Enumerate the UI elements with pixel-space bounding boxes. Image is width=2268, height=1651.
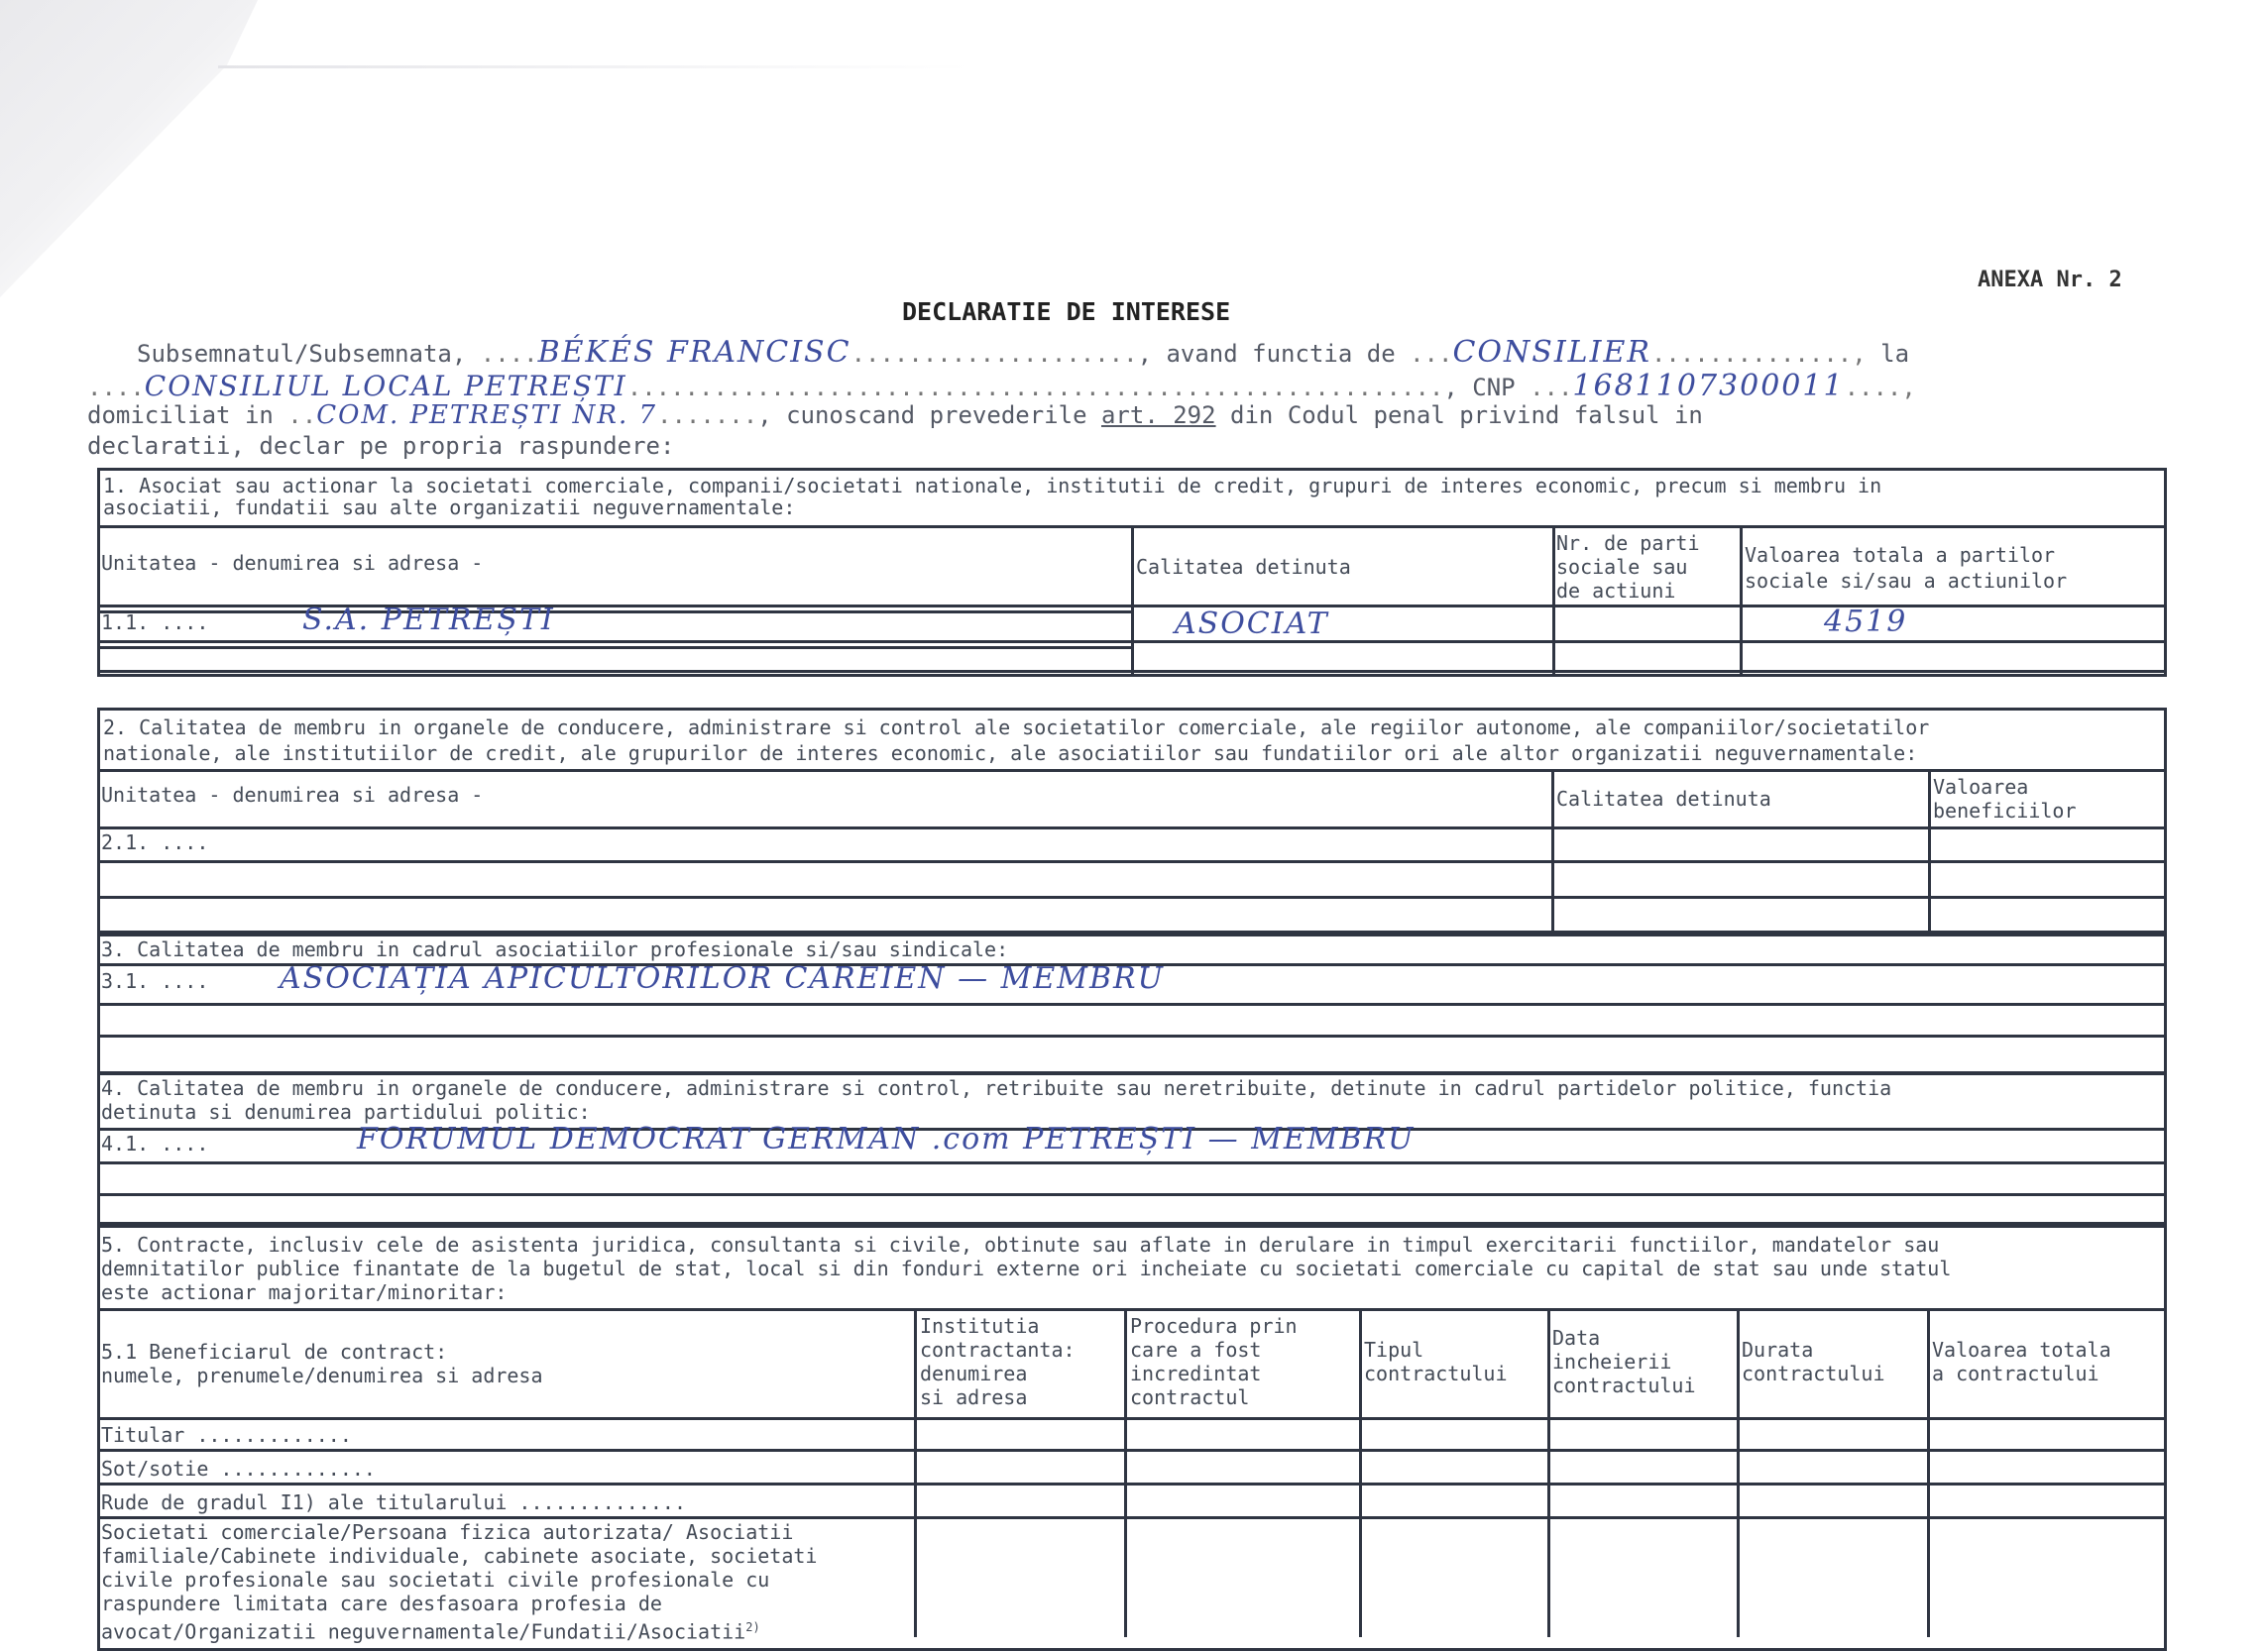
section2-col-role: Calitatea detinuta bbox=[1556, 787, 1771, 811]
section1-col-shares-2: sociale sau bbox=[1556, 555, 1688, 579]
section1-col-value-2: sociale si/sau a actiunilor bbox=[1745, 569, 2068, 593]
section5-row-companies-2: familiale/Cabinete individuale, cabinete asociate, societati bbox=[101, 1544, 818, 1568]
section5-row-companies-4: raspundere limitata care desfasoara profesia de bbox=[101, 1592, 662, 1615]
section1-heading: 1. Asociat sau actionar la societati comerciale, companii/societati nationale, institutii de credit, grupuri de interes economic, precum si membru in bbox=[103, 474, 1882, 497]
section5-heading-cont: demnitatilor publice finantate de la bugetul de stat, local si din fonduri externe ori incheiate cu societati comerciale cu capital de stat sau unde statul bbox=[101, 1257, 1952, 1280]
section5-col-institution-3: denumirea bbox=[920, 1362, 1028, 1385]
section5-heading: 5. Contracte, inclusiv cele de asistenta juridica, consultanta si civile, obtinute sau aflate in derulare in timpul exercitarii functiilor, mandatelor sau bbox=[101, 1233, 1940, 1257]
section5-col-date: Data bbox=[1552, 1326, 1601, 1350]
section1-heading-cont: asociatii, fundatii sau alte organizatii neguvernamentale: bbox=[103, 495, 796, 519]
section5-col-duration: Durata bbox=[1742, 1338, 1814, 1362]
la-label: la bbox=[1880, 340, 1910, 368]
section1-col-shares: Nr. de parti bbox=[1556, 531, 1700, 555]
section4-heading: 4. Calitatea de membru in organele de conducere, administrare si control, retribuite sau neretribuite, detinute in cadrul partidelor politice, functia bbox=[101, 1076, 1892, 1100]
section2-heading-cont: nationale, ale institutiilor de credit, ale grupurilor de interes economic, ale asociatiilor sau fundatiilor ori ale altor organizatii neguvernamentale: bbox=[103, 741, 1918, 765]
function-label: , avand functia de bbox=[1137, 340, 1396, 368]
section5-col-value: Valoarea totala bbox=[1932, 1338, 2111, 1362]
section2-col-unit: Unitatea - denumirea si adresa - bbox=[101, 783, 484, 807]
cnp-label: , CNP bbox=[1443, 374, 1516, 401]
section5-col-type: Tipul bbox=[1364, 1338, 1424, 1362]
section2-heading: 2. Calitatea de membru in organele de conducere, administrare si control ale societatilor comerciale, ale regiilor autonome, ale companiilor/societatilor bbox=[103, 715, 1930, 739]
section4-row-value: FORUMUL DEMOCRAT GERMAN .com PETREȘTI — MEMBRU bbox=[357, 1122, 1416, 1156]
section1-col-shares-3: de actiuni bbox=[1556, 579, 1676, 603]
section5-col-date-3: contractului bbox=[1552, 1374, 1696, 1397]
section1-row-value: 4519 bbox=[1824, 605, 1908, 639]
section5-heading-cont-2: este actionar majoritar/minoritar: bbox=[101, 1280, 508, 1304]
function-value: CONSILIER bbox=[1452, 335, 1651, 370]
section5-col-institution: Institutia bbox=[920, 1314, 1040, 1338]
article-reference: art. 292 bbox=[1100, 401, 1216, 429]
section1-col-value: Valoarea totala a partilor bbox=[1745, 543, 2056, 567]
section5-col-duration-2: contractului bbox=[1742, 1362, 1885, 1385]
section1-col-role: Calitatea detinuta bbox=[1136, 555, 1351, 579]
section1-row-unit: S.A. PETREȘTI bbox=[302, 603, 555, 637]
section5-col-type-2: contractului bbox=[1364, 1362, 1508, 1385]
domicile-line: domiciliat in ..COM. PETREȘTI NR. 7......., cunoscand prevederile art. 292 din Codul penal privind falsul in bbox=[87, 400, 1703, 430]
section5-row-companies-3: civile profesionale sau societati civile profesionale cu bbox=[101, 1568, 770, 1592]
domicile-value: COM. PETREȘTI NR. 7 bbox=[316, 400, 658, 430]
section5-row-spouse: Sot/sotie ............. bbox=[101, 1457, 376, 1481]
section4-row-number: 4.1. .... bbox=[101, 1132, 209, 1156]
section5-row-companies: Societati comerciale/Persoana fizica autorizata/ Asociatii bbox=[101, 1520, 794, 1544]
section5-col-value-2: a contractului bbox=[1932, 1362, 2099, 1385]
section2-col-benefits: Valoarea bbox=[1933, 775, 2029, 799]
institution-value: CONSILIUL LOCAL PETREȘTI bbox=[144, 370, 627, 402]
footnote-marker: 2) bbox=[745, 1620, 760, 1634]
section5-col-procedure-4: contractul bbox=[1130, 1385, 1250, 1409]
section3-row-value: ASOCIAȚIA APICULTORILOR CAREIEN — MEMBRU bbox=[280, 961, 1165, 996]
section5-row-companies-5-text: avocat/Organizatii neguvernamentale/Fundatii/Asociatii bbox=[101, 1619, 746, 1644]
section2-col-benefits-2: beneficiilor bbox=[1933, 799, 2077, 823]
section5-col-date-2: incheierii bbox=[1552, 1350, 1672, 1374]
folded-page-corner bbox=[0, 0, 258, 297]
domicile-label: domiciliat in bbox=[87, 401, 274, 429]
section3-heading: 3. Calitatea de membru in cadrul asociatiilor profesionale si/sau sindicale: bbox=[101, 937, 1009, 961]
declarant-name: BÉKÉS FRANCISC bbox=[537, 335, 851, 370]
section1-col-unit: Unitatea - denumirea si adresa - bbox=[101, 551, 484, 575]
section5-row-titular: Titular ............. bbox=[101, 1423, 352, 1447]
section1-row-number: 1.1. .... bbox=[101, 610, 209, 634]
penal-code-text: din Codul penal privind falsul in bbox=[1230, 401, 1703, 429]
section4-heading-cont: detinuta si denumirea partidului politic: bbox=[101, 1100, 591, 1124]
section5-col-beneficiary-2: numele, prenumele/denumirea si adresa bbox=[101, 1364, 543, 1387]
cnp-value: 1681107300011 bbox=[1572, 369, 1845, 403]
declarant-line: Subsemnatul/Subsemnata, ....BÉKÉS FRANCISC...................., avand functia de ...CONSILIER.............., la bbox=[137, 335, 1910, 370]
known-provisions-text: , cunoscand prevederile bbox=[757, 401, 1087, 429]
section5-col-procedure-3: incredintat bbox=[1130, 1362, 1262, 1385]
section5-col-institution-4: si adresa bbox=[920, 1385, 1028, 1409]
annex-number: ANEXA Nr. 2 bbox=[1978, 268, 2122, 292]
section5-col-procedure-2: care a fost bbox=[1130, 1338, 1262, 1362]
section3-row-number: 3.1. .... bbox=[101, 969, 209, 993]
section5-col-institution-2: contractanta: bbox=[920, 1338, 1076, 1362]
section1-row-role: ASOCIAT bbox=[1175, 606, 1329, 641]
page-fold-edge bbox=[218, 65, 971, 68]
section5-col-procedure: Procedura prin bbox=[1130, 1314, 1298, 1338]
page-title: DECLARATIE DE INTERESE bbox=[902, 297, 1231, 326]
section5-row-relatives: Rude de gradul I1) ale titularului .............. bbox=[101, 1490, 687, 1514]
section2-row-number: 2.1. .... bbox=[101, 830, 209, 854]
institution-line: ....CONSILIUL LOCAL PETREȘTI........................................................., CNP ...1681107300011...., bbox=[87, 369, 1916, 403]
declaration-text: declaratii, declar pe propria raspundere: bbox=[87, 432, 675, 460]
section5-row-companies-5 bbox=[101, 1615, 760, 1645]
section5-col-beneficiary: 5.1 Beneficiarul de contract: bbox=[101, 1340, 448, 1364]
declarant-label: Subsemnatul/Subsemnata, bbox=[137, 340, 467, 368]
